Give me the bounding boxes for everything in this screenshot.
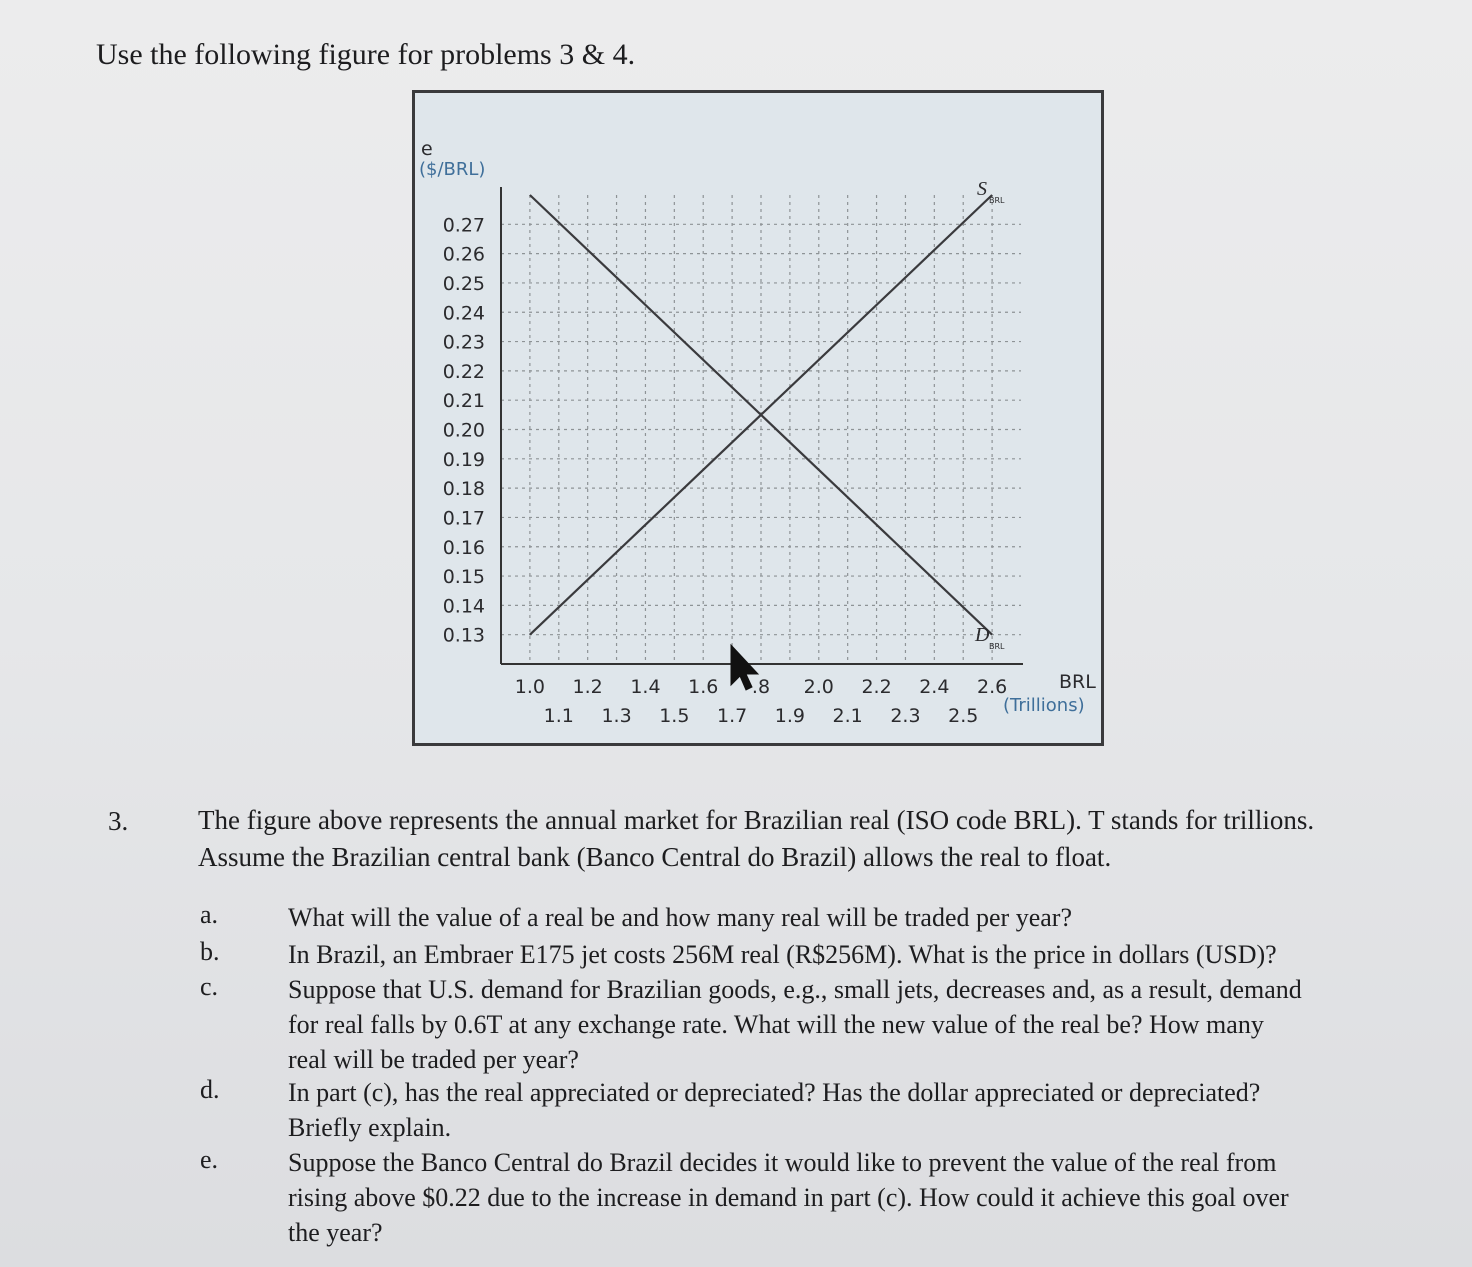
y-tick-label: 0.21 bbox=[442, 390, 485, 413]
x-tick-labels bbox=[515, 676, 1007, 727]
y-tick-label: 0.20 bbox=[442, 419, 485, 442]
part-a-line: What will the value of a real be and how many real will be traded per year? bbox=[288, 903, 1072, 932]
x-tick-label: 1.0 bbox=[514, 676, 545, 698]
y-tick-label: 0.27 bbox=[442, 214, 485, 237]
demand-label-letter: D bbox=[975, 624, 990, 646]
x-tick-label: 2.6 bbox=[977, 676, 1008, 698]
y-tick-labels bbox=[443, 214, 485, 646]
x-tick-label: .8 bbox=[751, 676, 771, 698]
part-c-text bbox=[288, 972, 1428, 1077]
x-tick-label: 1.5 bbox=[659, 705, 690, 727]
part-a-label: a. bbox=[200, 900, 219, 929]
y-axis-symbol: e bbox=[421, 138, 433, 160]
part-d-line: Briefly explain. bbox=[288, 1113, 452, 1142]
part-e-text bbox=[288, 1145, 1428, 1250]
x-tick-label: 1.4 bbox=[630, 676, 661, 698]
x-axis-units: (Trillions) bbox=[1003, 695, 1085, 716]
part-d-line: In part (c), has the real appreciated or depreciated? Has the dollar appreciated or depreciated? bbox=[288, 1078, 1261, 1107]
question-number: 3. bbox=[108, 806, 129, 836]
x-tick-label: 1.9 bbox=[774, 705, 805, 727]
part-e-line: rising above $0.22 due to the increase in demand in part (c). How could it achieve this goal over bbox=[288, 1183, 1289, 1212]
x-tick-label: 1.7 bbox=[717, 705, 748, 727]
part-d-text bbox=[288, 1075, 1428, 1145]
demand-curve-label bbox=[974, 624, 1005, 651]
supply-label-letter: S bbox=[977, 178, 987, 200]
chart-axes bbox=[501, 187, 1023, 664]
part-e-line: Suppose the Banco Central do Brazil decides it would like to prevent the value of the real from bbox=[288, 1148, 1277, 1177]
question-line: The figure above represents the annual market for Brazilian real (ISO code BRL). T stands for trillions. bbox=[198, 805, 1315, 835]
y-tick-label: 0.17 bbox=[442, 507, 485, 530]
x-tick-label: 2.0 bbox=[803, 676, 834, 698]
x-tick-label: 2.1 bbox=[832, 705, 863, 727]
y-tick-label: 0.15 bbox=[442, 566, 485, 589]
supply-curve-label bbox=[977, 178, 1005, 205]
y-tick-label: 0.19 bbox=[442, 448, 485, 471]
x-tick-label: 1.3 bbox=[601, 705, 632, 727]
x-tick-label: 2.3 bbox=[890, 705, 921, 727]
y-tick-label: 0.13 bbox=[442, 624, 485, 647]
intro-text: Use the following figure for problems 3 & 4. bbox=[96, 38, 636, 71]
x-tick-label: 2.5 bbox=[948, 705, 979, 727]
part-c-label: c. bbox=[200, 972, 219, 1001]
exchange-market-chart bbox=[415, 93, 1101, 743]
x-tick-label: 2.2 bbox=[861, 676, 892, 698]
part-a-text bbox=[288, 900, 1428, 935]
y-tick-label: 0.26 bbox=[442, 243, 485, 266]
y-tick-label: 0.23 bbox=[442, 331, 485, 354]
part-c-line: Suppose that U.S. demand for Brazilian goods, e.g., small jets, decreases and, as a result, demand bbox=[288, 975, 1302, 1004]
y-tick-label: 0.24 bbox=[442, 302, 485, 325]
demand-label-subscript: BRL bbox=[989, 642, 1005, 651]
x-tick-label: 1.6 bbox=[688, 676, 719, 698]
part-b-line: In Brazil, an Embraer E175 jet costs 256M real (R$256M). What is the price in dollars (USD)? bbox=[288, 940, 1277, 969]
y-tick-label: 0.18 bbox=[442, 478, 485, 501]
y-tick-label: 0.25 bbox=[442, 272, 485, 295]
question-text bbox=[198, 802, 1428, 876]
question-line: Assume the Brazilian central bank (Banco Central do Brazil) allows the real to float. bbox=[198, 842, 1112, 872]
part-d-label: d. bbox=[200, 1075, 220, 1104]
y-axis-units: ($/BRL) bbox=[419, 159, 486, 180]
part-e-line: the year? bbox=[288, 1218, 383, 1247]
chart-grid bbox=[501, 195, 1021, 664]
part-c-line: for real falls by 0.6T at any exchange rate. What will the new value of the real be? How many bbox=[288, 1010, 1264, 1039]
part-b-text bbox=[288, 937, 1428, 972]
exchange-market-figure bbox=[412, 90, 1104, 746]
x-tick-label: 2.4 bbox=[919, 676, 950, 698]
x-axis-label: BRL bbox=[1059, 671, 1096, 693]
part-e-label: e. bbox=[200, 1145, 219, 1174]
x-tick-label: 1.1 bbox=[543, 705, 574, 727]
part-b-label: b. bbox=[200, 937, 220, 966]
part-c-line: real will be traded per year? bbox=[288, 1045, 579, 1074]
y-tick-label: 0.16 bbox=[442, 536, 485, 559]
x-tick-label: 1.2 bbox=[572, 676, 603, 698]
supply-label-subscript: BRL bbox=[989, 196, 1005, 205]
y-tick-label: 0.14 bbox=[442, 595, 485, 618]
y-tick-label: 0.22 bbox=[442, 360, 485, 383]
